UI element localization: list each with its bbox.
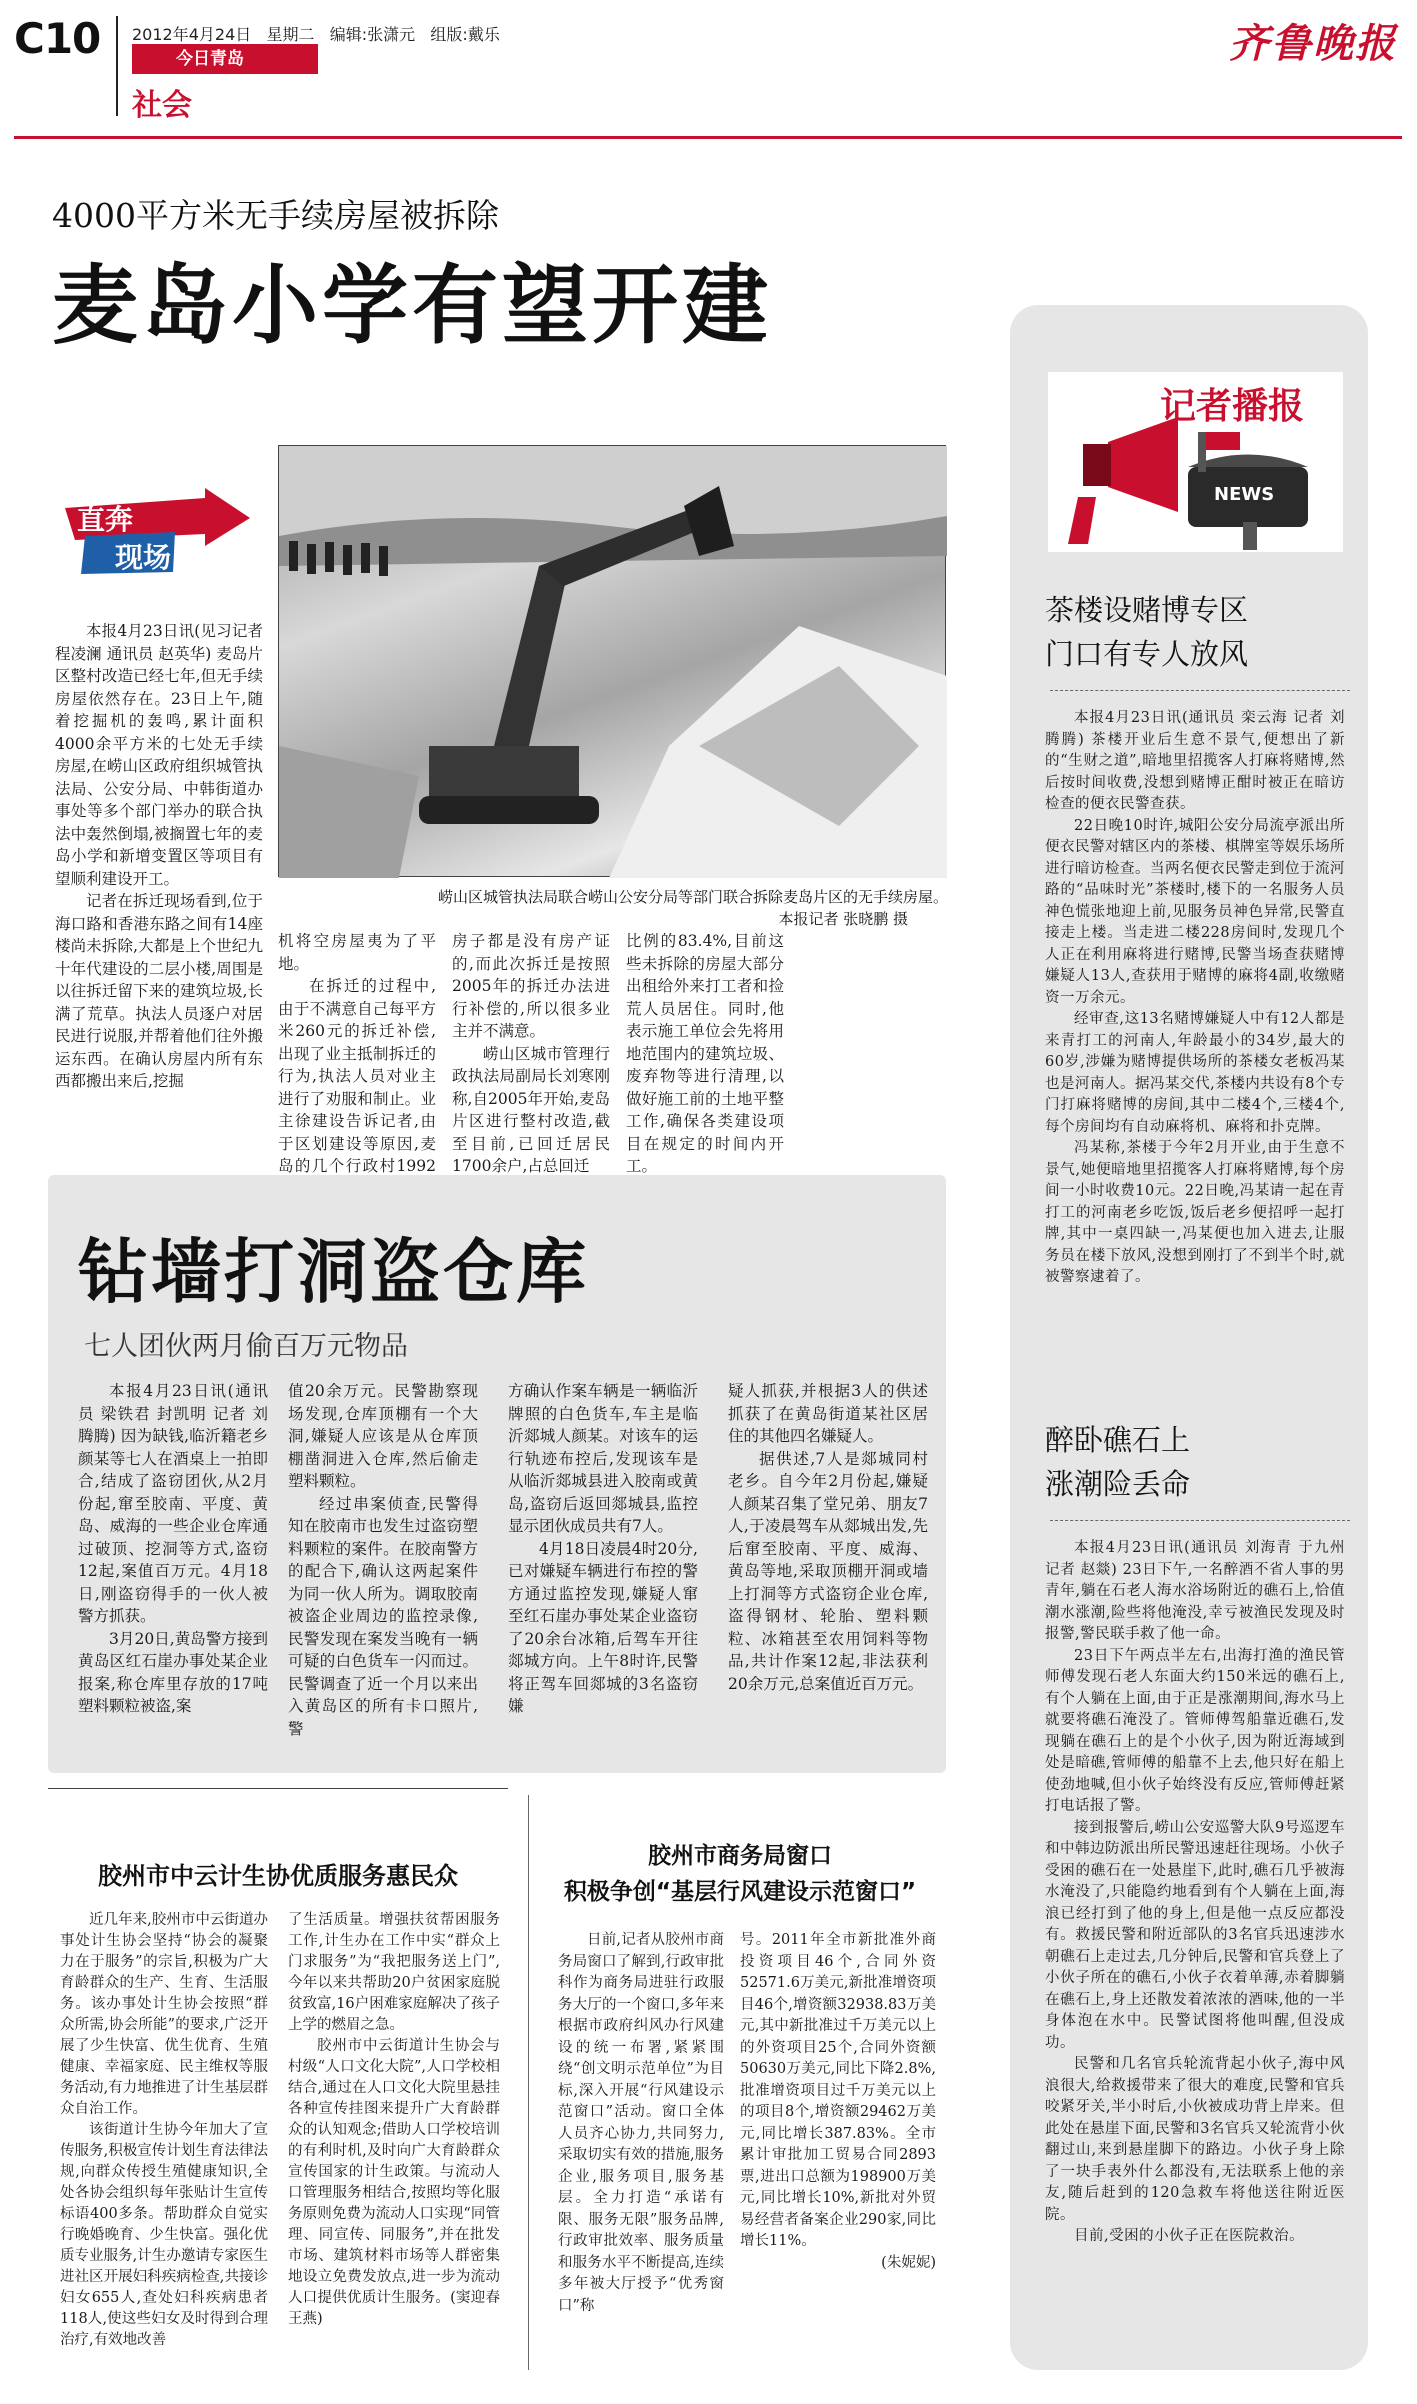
masthead-rule xyxy=(14,136,1402,139)
brief2-rule xyxy=(1050,1520,1350,1521)
on-site-stamp xyxy=(55,488,255,578)
story1-column-3 xyxy=(452,930,610,1175)
story2-paragraph: 疑人抓获,并根据3人的供述抓获了在黄岛街道某社区居住的其他四名嫌疑人。 xyxy=(728,1382,928,1445)
story1-paragraph: 崂山区城市管理行政执法局副局长刘寒刚称,自2005年开始,麦岛片区进行整村改造,截至目前,已回迁居民1700余户,占总回迁 xyxy=(452,1044,610,1175)
brief2-title xyxy=(1045,1418,1345,1506)
stamp-line1: 直奔 xyxy=(77,503,134,536)
story3-paragraph: 胶州市中云街道计生协会与村级“人口文化大院”,人口学校相结合,通过在人口文化大院里悬挂各种宣传挂图来提升广大育龄群众的认知观念;借助人口学校培训的有利时机,及时向广大育龄群众宣传国家的计生政策。与流动人口管理服务相结合,按照均等化服务原则免费为流动人口实现“同管理、同宣传、同服务”,并在批发市场、建筑材料市场等人群密集地设立免费发放点,进一步为流动人口提供优质计生服务。(窦迎春 王燕) xyxy=(288,2038,500,2327)
story1-paragraph: 比例的83.4%,目前这些未拆除的房屋大部分出租给外来打工者和捡荒人员居住。同时,他表示施工单位会先将用地范围内的建筑垃圾、废弃物等进行清理,以做好施工前的土地平整工作,确保各类建设项目在规定的时间内开工。 xyxy=(626,932,784,1175)
brief1-title-line2: 门口有专人放风 xyxy=(1045,637,1249,671)
story3-paragraph: 该街道计生协今年加大了宣传服务,积极宣传计划生育法律法规,向群众传授生殖健康知识,全处各协会组织每年张贴计生宣传标语400多条。帮助群众自觉实行晚婚晚育、少生快富。强化优质专业服务,计生办邀请专家医生进社区开展妇科疾病检查,共接诊妇女655人,查处妇科疾病患者118人,使这些妇女及时得到合理治疗,有效地改善 xyxy=(60,2122,268,2348)
brief1-body xyxy=(1045,708,1345,1378)
story2-column-4 xyxy=(728,1380,928,1760)
reporter-broadcast-badge xyxy=(1048,372,1343,552)
badge-title: 记者播报 xyxy=(1160,386,1305,427)
story1-column-2 xyxy=(278,930,436,1175)
story3-top-rule xyxy=(48,1788,508,1789)
brief2-paragraph: 目前,受困的小伙子正在医院救治。 xyxy=(1074,2228,1305,2244)
story2-paragraph: 值20余万元。民警勘察现场发现,仓库顶棚有一个大洞,嫌疑人应该是从仓库顶棚凿洞进入仓库,然后偷走塑料颗粒。 xyxy=(288,1382,478,1490)
brief2-paragraph: 23日下午两点半左右,出海打渔的渔民管师傅发现石老人东面大约150米远的礁石上,有个人躺在上面,由于正是涨潮期间,海水马上就要将礁石淹没了。管师傅驾船靠近礁石,发现躺在礁石上的是个小伙子,因为附近海域到处是暗礁,管师傅的船靠不上去,他只好在船上使劲地喊,但小伙子始终没有反应,管师傅赶紧打电话报了警。 xyxy=(1045,1647,1345,1814)
story2-headline: 钻墙打洞盗仓库 xyxy=(78,1231,589,1313)
masthead-divider xyxy=(116,16,118,116)
brief2-body xyxy=(1045,1538,1345,2348)
story2-paragraph: 3月20日,黄岛警方接到黄岛区红石崖办事处某企业报案,称仓库里存放的17吨塑料颗粒被盗,案 xyxy=(78,1629,268,1715)
story1-kicker: 4000平方米无手续房屋被拆除 xyxy=(52,196,499,235)
badge-news-sign: NEWS xyxy=(1214,484,1275,505)
story2-paragraph: 4月18日凌晨4时20分,已对嫌疑车辆进行布控的警方通过监控发现,嫌疑人窜至红石崖办事处某企业盗窃了20余台冰箱,后驾车开往郯城方向。上午8时许,民警将正驾车回郯城的3名盗窃嫌 xyxy=(508,1539,698,1715)
edition-tag: 今日青岛 xyxy=(132,44,318,74)
story4-paragraph: 号。2011年全市新批准外商投资项目46个,合同外资52571.6万美元,新批准增资项目46个,增资额32938.83万美元,其中新批准过千万美元以上的外资项目25个,合同外资额50630万美元,同比下降2.8%,批准增资项目过千万美元以上的项目8个,增资额29462万美元,同比增长387.83%。全市累计审批加工贸易合同2893票,进出口总额为198900万美元,同比增长10%,新批对外贸易经营者备案企业290家,同比增长11%。 xyxy=(740,1932,936,2249)
masthead xyxy=(0,0,1417,140)
section-title: 社会 xyxy=(132,88,192,123)
story4-paragraph: 日前,记者从胶州市商务局窗口了解到,行政审批科作为商务局进驻行政服务大厅的一个窗口,多年来根据市政府纠风办行风建设的统一布署,紧紧围绕“创文明示范单位”为目标,深入开展“行风建设示范窗口”活动。窗口全体人员齐心协力,共同努力,采取切实有效的措施,服务企业,服务项目,服务基层。全力打造“承诺有限、服务无限”服务品牌,行政审批效率、服务质量和服务水平不断提高,连续多年被大厅授予“优秀窗口”称 xyxy=(558,1932,724,2314)
brief1-title-line1: 茶楼设赌博专区 xyxy=(1045,593,1249,627)
story2-column-1 xyxy=(78,1380,268,1760)
caption-credit: 本报记者 张晓鹏 摄 xyxy=(778,910,908,928)
story4-column-2 xyxy=(740,1930,936,2370)
story1-paragraph: 机将空房屋夷为了平地。 xyxy=(278,932,436,973)
story4-headline-line1: 胶州市商务局窗口 xyxy=(648,1843,832,1869)
story3-column-2 xyxy=(288,1910,500,2370)
story2-paragraph: 本报4月23日讯(通讯员 梁铁君 封凯明 记者 刘腾腾) 因为缺钱,临沂籍老乡颜某等七人在酒桌上一拍即合,结成了盗窃团伙,从2月份起,窜至胶南、平度、黄岛、威海的一些企业仓库通过破顶、挖洞等方式,盗窃12起,案值百万元。4月18日,刚盗窃得手的一伙人被警方抓获。 xyxy=(78,1382,268,1625)
brief2-title-line2: 涨潮险丢命 xyxy=(1045,1467,1191,1501)
story3-paragraph: 近几年来,胶州市中云街道办事处计生协会坚持“协会的凝聚力在于服务”的宗旨,积极为广大育龄群众的生产、生育、生活服务。该办事处计生协会按照“群众所需,协会所能”的要求,广泛开展了少生快富、优生优育、生殖健康、幸福家庭、民主维权等服务活动,有力地推进了计生基层群众自治工作。 xyxy=(60,1912,268,2117)
date-info: 2012年4月24日 星期二 编辑:张潇元 组版:戴乐 xyxy=(132,25,500,44)
story4-column-1 xyxy=(558,1930,724,2370)
story2-subhead: 七人团伙两月偷百万元物品 xyxy=(84,1331,408,1362)
story-column-divider xyxy=(528,1795,529,2370)
story2-paragraph: 方确认作案车辆是一辆临沂牌照的白色货车,车主是临沂郯城人颜某。对该车的运行轨迹布控后,发现该车是从临沂郯城县进入胶南或黄岛,盗窃后返回郯城县,监控显示团伙成员共有7人。 xyxy=(508,1382,698,1535)
story3-column-1 xyxy=(60,1910,268,2370)
story1-paragraph: 本报4月23日讯(见习记者 程凌澜 通讯员 赵英华) 麦岛片区整村改造已经七年,但无手续房屋依然存在。23日上午,随着挖掘机的轰鸣,累计面积4000余平方米的七处无手续房屋,在崂山区政府组织城管执法局、公安分局、中韩街道办事处等多个部门举办的联合执法中轰然倒塌,被搁置七年的麦岛小学和新增变置区等项目有望顺利建设开工。 xyxy=(55,622,263,888)
story2-paragraph: 据供述,7人是郯城同村老乡。自今年2月份起,嫌疑人颜某召集了堂兄弟、朋友7人,于凌晨驾车从郯城出发,先后窜至胶南、平度、威海、黄岛等地,采取顶棚开洞或墙上打洞等方式盗窃企业仓库,盗得钢材、轮胎、塑料颗粒、冰箱甚至农用饲料等物品,共计作案12起,非法获利20余万元,总案值近百万元。 xyxy=(728,1449,928,1693)
newspaper-logo: 齐鲁晚报 xyxy=(1229,20,1397,67)
story4-headline xyxy=(540,1838,940,1910)
excavator-photo-image xyxy=(279,446,947,878)
brief1-rule xyxy=(1050,690,1350,691)
page-number: C10 xyxy=(14,14,101,63)
demolition-photo xyxy=(278,445,946,877)
story4-author: (朱妮妮) xyxy=(881,2254,936,2271)
story4-headline-line2: 积极争创“基层行风建设示范窗口” xyxy=(563,1879,917,1905)
brief1-paragraph: 经审查,这13名赌博嫌疑人中有12人都是来青打工的河南人,年龄最小的34岁,最大的60岁,涉嫌为赌博提供场所的茶楼女老板冯某也是河南人。据冯某交代,茶楼内共设有8个专门打麻将赌博的房间,其中二楼4个,三楼4个,每个房间均有自动麻将机、麻将和扑克牌。 xyxy=(1045,1011,1345,1135)
brief1-paragraph: 本报4月23日讯(通讯员 栾云海 记者 刘腾腾) 茶楼开业后生意不景气,便想出了新的“生财之道”,暗地里招揽客人打麻将赌博,然后按时间收费,没想到赌博正酣时被正在暗访检查的便衣民警查获。 xyxy=(1045,710,1345,812)
brief2-paragraph: 本报4月23日讯(通讯员 刘海青 于九州 记者 赵燚) 23日下午,一名醉酒不省人事的男青年,躺在石老人海水浴场附近的礁石上,恰值潮水涨潮,险些将他淹没,幸亏被渔民发现及时报警,警民联手救了他一命。 xyxy=(1045,1540,1345,1642)
story1-paragraph: 记者在拆迁现场看到,位于海口路和香港东路之间有14座楼尚未拆除,大都是上个世纪九十年代建设的二层小楼,周围是以往拆迁留下来的建筑垃圾,长满了荒草。执法人员逐户对居民进行说服,并帮着他们往外搬运东西。在确认房屋内所有东西都搬出来后,挖掘 xyxy=(55,892,263,1090)
brief2-title-line1: 醉卧礁石上 xyxy=(1045,1423,1191,1457)
story2-paragraph: 经过串案侦查,民警得知在胶南市也发生过盗窃塑料颗粒的案件。在胶南警方的配合下,确认这两起案件为同一伙人所为。调取胶南被盗企业周边的监控录像,民警发现在案发当晚有一辆可疑的白色货车一闪而过。民警调查了近一个月以来出入黄岛区的所有卡口照片,警 xyxy=(288,1494,478,1738)
story1-column-1 xyxy=(55,620,263,1155)
story2-column-2 xyxy=(288,1380,478,1760)
brief1-paragraph: 22日晚10时许,城阳公安分局流亭派出所便衣民警对辖区内的茶楼、棋牌室等娱乐场所进行暗访检查。当两名便衣民警走到位于流河路的“品味时光”茶楼时,楼下的一名服务人员神色慌张地迎上前,见服务员神色异常,民警直接走上楼。当走进二楼228房间时,发现几个人正在利用麻将进行赌博,民警当场查获赌博嫌疑人13人,查获用于赌博的麻将4副,收缴赌资一万余元。 xyxy=(1045,817,1345,1006)
caption-text: 崂山区城管执法局联合崂山公安分局等部门联合拆除麦岛片区的无手续房屋。 xyxy=(437,888,948,906)
stamp-line2: 现场 xyxy=(115,541,172,574)
brief2-paragraph: 接到报警后,崂山公安巡警大队9号巡逻车和中韩边防派出所民警迅速赶往现场。小伙子受困的礁石在一处悬崖下,此时,礁石几乎被海水淹没了,只能隐约地看到有个人躺在上面,海浪已经打到了他的身上,但是他一点反应都没有。救援民警和附近部队的3名官兵迅速涉水朝礁石上走过去,几分钟后,民警和官兵登上了小伙子所在的礁石,小伙子衣着单薄,赤着脚躺在礁石上,身上还散发着浓浓的酒味,他的一半身体泡在水中。民警试图将他叫醒,但没成功。 xyxy=(1045,1819,1345,2051)
story3-paragraph: 了生活质量。增强扶贫帮困服务工作,计生办在工作中实“群众上门求服务”为“我把服务送上门”,今年以来共帮助20户贫困家庭脱贫致富,16户困难家庭解决了孩子上学的燃眉之急。 xyxy=(288,1912,500,2033)
brief2-paragraph: 民警和几名官兵轮流背起小伙子,海中风浪很大,给救援带来了很大的难度,民警和官兵咬紧牙关,半小时后,小伙被成功背上岸来。但此处在悬崖下面,民警和3名官兵又轮流背小伙翻过山,来到悬崖脚下的路边。小伙子身上除了一块手表外什么都没有,无法联系上他的亲友,随后赶到的120急救车将他送往附近医院。 xyxy=(1045,2056,1345,2223)
brief1-paragraph: 冯某称,茶楼于今年2月开业,由于生意不景气,她便暗地里招揽客人打麻将赌博,每个房间一小时收费10元。22日晚,冯某请一起在青打工的河南老乡吃饭,饭后老乡便招呼一起打牌,其中一桌四缺一,冯某便也加入进去,让服务员在楼下放风,没想到刚打了不到半个时,就被警察逮着了。 xyxy=(1045,1140,1345,1285)
story1-headline: 麦岛小学有望开建 xyxy=(52,256,772,356)
story1-paragraph: 在拆迁的过程中,由于不满意自己每平方米260元的拆迁补偿,出现了业主抵制拆迁的行为,执法人员对业主进行了劝服和制止。业主徐建设告诉记者,由于区划建设等原因,麦岛的几个行政村1992 xyxy=(278,977,436,1175)
photo-caption xyxy=(288,886,948,930)
story1-column-4 xyxy=(626,930,784,1175)
story2-column-3 xyxy=(508,1380,698,1760)
brief1-title xyxy=(1045,588,1345,676)
story1-paragraph: 房子都是没有房产证的,而此次拆迁是按照2005年的拆迁办法进行补偿的,所以很多业主并不满意。 xyxy=(452,932,610,1040)
story3-headline: 胶州市中云计生协优质服务惠民众 xyxy=(98,1862,458,1890)
